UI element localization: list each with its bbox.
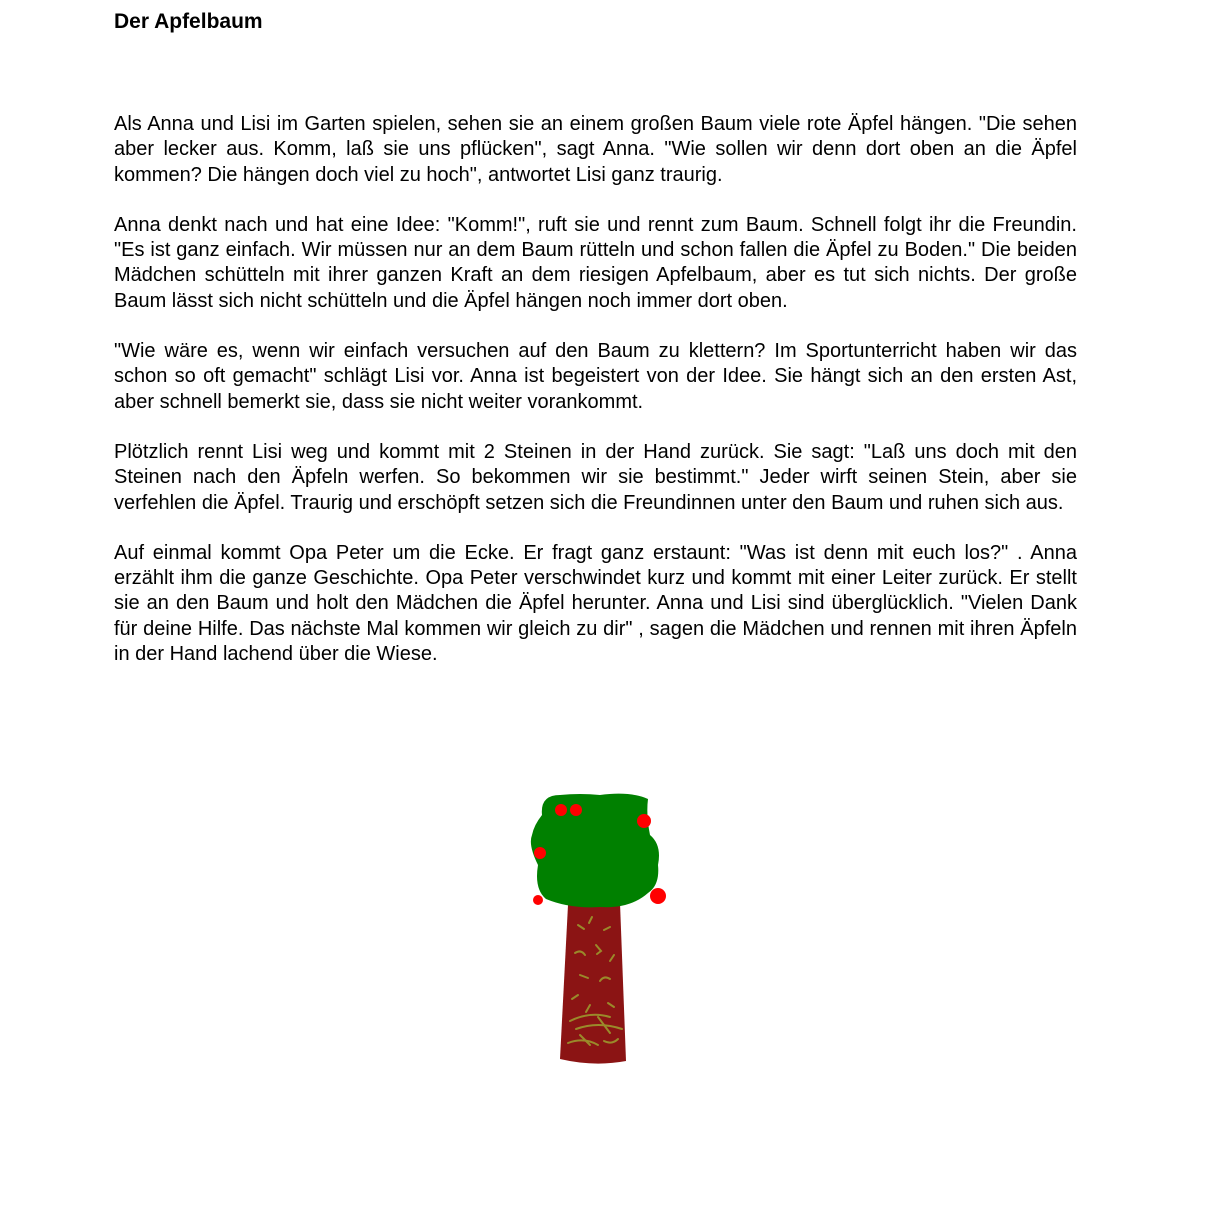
apple [650,888,666,904]
apple [534,847,546,859]
story-paragraph-1: Als Anna und Lisi im Garten spielen, sehen sie an einem großen Baum viele rote Äpfel hängen. "Die sehen aber lecker aus. Komm, laß sie uns pflücken", sagt Anna. "Wie sollen wir denn dort oben an die Äpfel kommen? Die hängen doch viel zu hoch", antwortet Lisi ganz traurig. [114,113,1077,186]
apple [555,804,567,816]
story-paragraph-5: Auf einmal kommt Opa Peter um die Ecke. Er fragt ganz erstaunt: "Was ist denn mit euch los?" . Anna erzählt ihm die ganze Geschichte. Opa Peter verschwindet kurz und kommt mit einer Leiter zurück. Er stellt sie an den Baum und holt den Mädchen die Äpfel herunter. Anna und Lisi sind überglücklich. "Vielen Dank für deine Hilfe. Das nächste Mal kommen wir gleich zu dir" , sagen die Mädchen und rennen mit ihren Äpfeln in der Hand lachend über die Wiese. [114,541,1077,666]
apple [533,895,543,905]
story-paragraph-3: "Wie wäre es, wenn wir einfach versuchen auf den Baum zu klettern? Im Sportunterricht haben wir das schon so oft gemacht" schlägt Lisi vor. Anna ist begeistert von der Idee. Sie hängt sich an den ersten Ast, aber schnell bemerkt sie, dass sie nicht weiter vorankommt. [114,340,1077,413]
story-paragraph-2: Anna denkt nach und hat eine Idee: "Komm!", ruft sie und rennt zum Baum. Schnell folgt ihr die Freundin. "Es ist ganz einfach. Wir müssen nur an dem Baum rütteln und schon fallen die Äpfel zu Boden." Die beiden Mädchen schütteln mit ihrer ganzen Kraft an dem riesigen Apfelbaum, aber es tut sich nichts. Der große Baum lässt sich nicht schütteln und die Äpfel hängen noch immer dort oben. [114,213,1077,312]
document-title: Der Apfelbaum [114,10,263,33]
tree-crown [531,794,659,908]
apple-tree-illustration [520,785,680,1075]
apple [637,814,651,828]
story-body [114,112,1077,692]
apple [570,804,582,816]
apple-tree-icon [520,785,680,1075]
story-paragraph-4: Plötzlich rennt Lisi weg und kommt mit 2 Steinen in der Hand zurück. Sie sagt: "Laß uns doch mit den Steinen nach den Äpfeln werfen. So bekommen wir sie bestimmt." Jeder wirft seinen Stein, aber sie verfehlen die Äpfel. Traurig und erschöpft setzen sich die Freundinnen unter den Baum und ruhen sich aus. [114,440,1077,514]
